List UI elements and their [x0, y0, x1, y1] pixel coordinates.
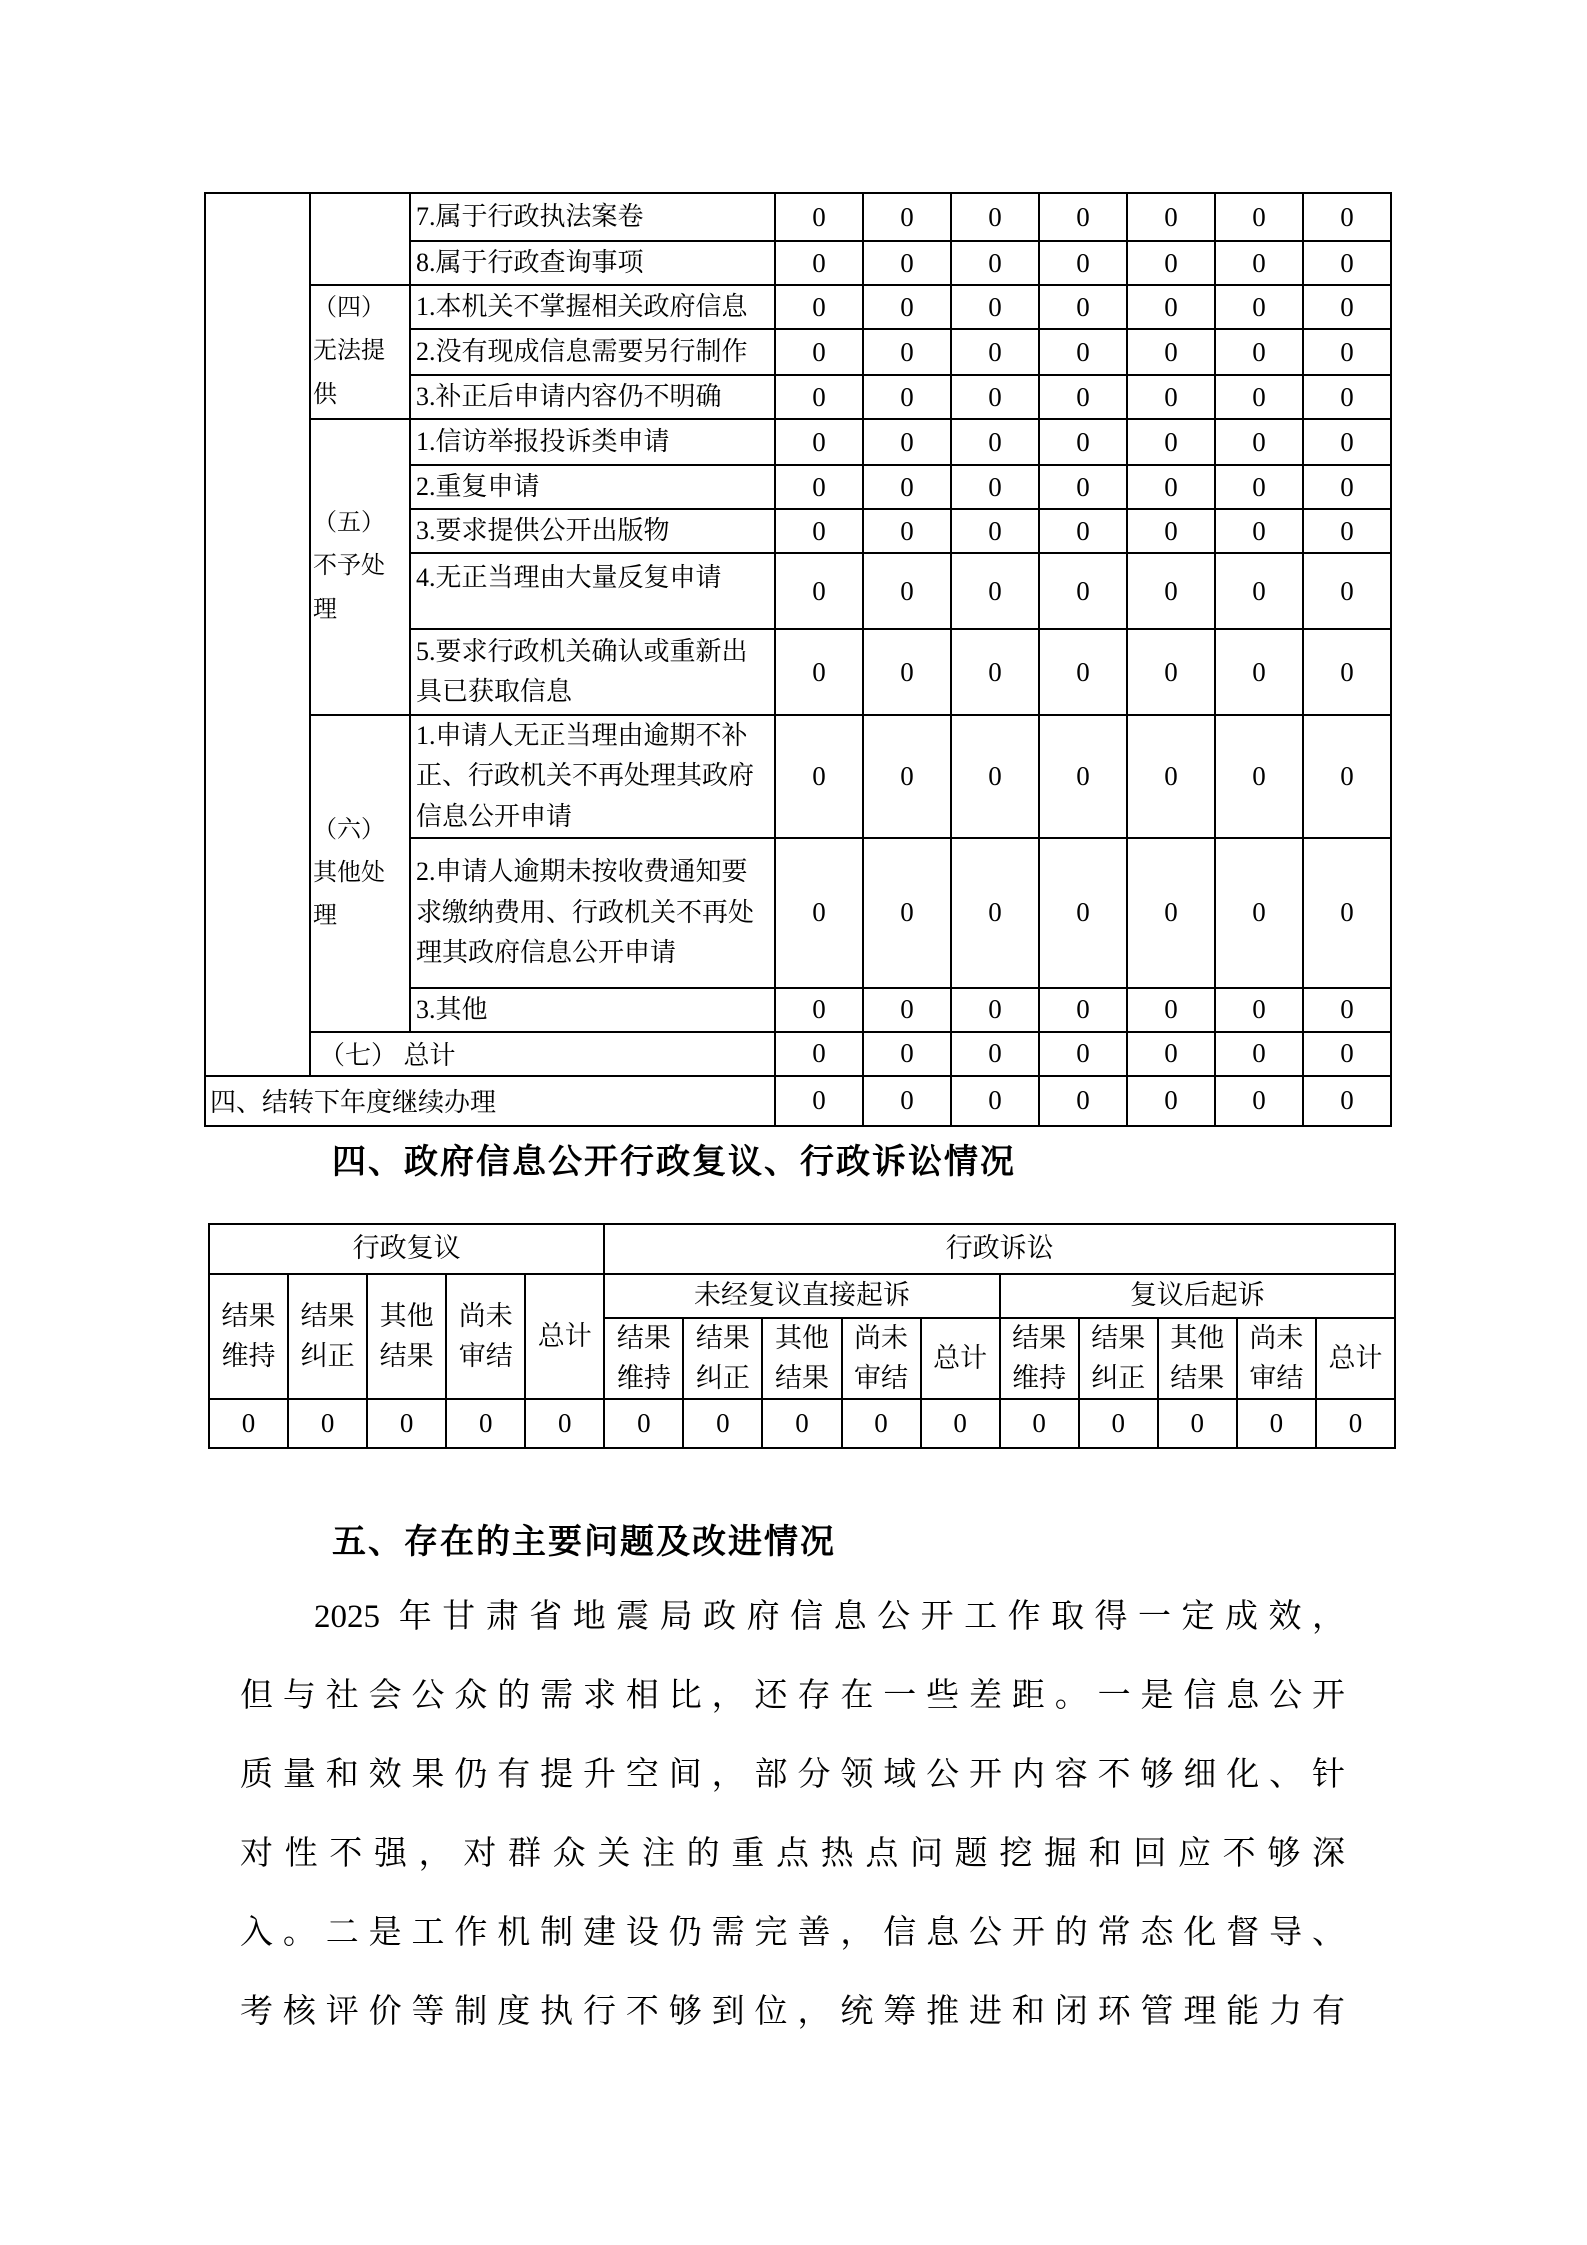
- value-cell: 0: [1303, 1032, 1391, 1076]
- value-cell: 0: [1303, 988, 1391, 1032]
- table-row: [205, 419, 1391, 465]
- column-header-cell: 结果纠正: [1079, 1318, 1158, 1399]
- column-header-cell: 尚未审结: [446, 1274, 525, 1399]
- value-cell: 0: [775, 1076, 863, 1126]
- value-cell: 0: [1303, 465, 1391, 509]
- value-cell: 0: [951, 329, 1039, 375]
- value-cell: 0: [1303, 419, 1391, 465]
- value-cell: 0: [863, 1032, 951, 1076]
- column-header-cell: 结果纠正: [683, 1318, 762, 1399]
- value-cell: 0: [1039, 715, 1127, 838]
- value-cell: 0: [863, 988, 951, 1032]
- value-cell: 0: [1303, 1076, 1391, 1126]
- value-cell: 0: [1039, 285, 1127, 329]
- row-label-cell: 1.申请人无正当理由逾期不补正、行政机关不再处理其政府信息公开申请: [410, 715, 775, 838]
- column-header-cell: 结果维持: [1000, 1318, 1079, 1399]
- value-cell: 0: [1215, 988, 1303, 1032]
- value-cell: 0: [863, 419, 951, 465]
- column-header-cell: 总计: [525, 1274, 604, 1399]
- value-cell: 0: [1127, 419, 1215, 465]
- value-cell: 0: [1215, 465, 1303, 509]
- value-cell: 0: [775, 553, 863, 629]
- value-cell: 0: [951, 1032, 1039, 1076]
- value-cell: 0: [1215, 715, 1303, 838]
- value-cell: 0: [1303, 509, 1391, 553]
- value-cell: 0: [951, 715, 1039, 838]
- value-cell: 0: [951, 375, 1039, 419]
- value-cell: 0: [1000, 1399, 1079, 1448]
- value-cell: 0: [951, 1076, 1039, 1126]
- value-cell: 0: [1039, 838, 1127, 988]
- value-cell: 0: [1215, 1032, 1303, 1076]
- column-header-cell: 其他结果: [762, 1318, 841, 1399]
- value-cell: 0: [951, 241, 1039, 285]
- paragraph-line: 入。二是工作机制建设仍需完善，信息公开的常态化督导、: [240, 1915, 1345, 1951]
- row-label-cell: 8.属于行政查询事项: [410, 241, 775, 285]
- value-cell: 0: [775, 329, 863, 375]
- value-cell: 0: [863, 629, 951, 715]
- value-cell: 0: [921, 1399, 1000, 1448]
- row-label-cell: 四、结转下年度继续办理: [205, 1076, 775, 1126]
- value-cell: 0: [1303, 715, 1391, 838]
- table-row: [205, 715, 1391, 838]
- row-label-cell: 2.申请人逾期未按收费通知要求缴纳费用、行政机关不再处理其政府信息公开申请: [410, 838, 775, 988]
- group-label-cell: （五）不予处理: [310, 419, 410, 715]
- paragraph-line: 质量和效果仍有提升空间，部分领域公开内容不够细化、针: [240, 1757, 1345, 1793]
- value-cell: 0: [863, 553, 951, 629]
- value-cell: 0: [1127, 241, 1215, 285]
- row-label-cell: 2.重复申请: [410, 465, 775, 509]
- value-cell: 0: [863, 838, 951, 988]
- row-label-cell: 3.其他: [410, 988, 775, 1032]
- value-cell: 0: [775, 241, 863, 285]
- value-cell: 0: [775, 193, 863, 241]
- value-cell: 0: [1039, 509, 1127, 553]
- value-cell: 0: [1039, 553, 1127, 629]
- value-cell: 0: [1303, 193, 1391, 241]
- value-cell: 0: [1127, 838, 1215, 988]
- value-cell: 0: [775, 509, 863, 553]
- value-cell: 0: [863, 375, 951, 419]
- table-row: [205, 193, 1391, 241]
- group-label-cell: （四）无法提供: [310, 285, 410, 419]
- value-cell: 0: [1127, 1076, 1215, 1126]
- value-cell: 0: [1303, 375, 1391, 419]
- value-cell: 0: [863, 285, 951, 329]
- value-cell: 0: [951, 838, 1039, 988]
- value-cell: 0: [1039, 465, 1127, 509]
- value-cell: 0: [775, 375, 863, 419]
- value-cell: 0: [1039, 241, 1127, 285]
- table-row: [205, 1076, 1391, 1126]
- value-cell: 0: [863, 193, 951, 241]
- column-header-cell: 结果纠正: [288, 1274, 367, 1399]
- value-cell: 0: [367, 1399, 446, 1448]
- table-row: [209, 1224, 1395, 1274]
- value-cell: 0: [863, 329, 951, 375]
- value-cell: 0: [1079, 1399, 1158, 1448]
- value-cell: 0: [1039, 329, 1127, 375]
- value-cell: 0: [1127, 509, 1215, 553]
- value-cell: 0: [1039, 375, 1127, 419]
- paragraph-line: 考核评价等制度执行不够到位，统筹推进和闭环管理能力有: [240, 1994, 1345, 2030]
- value-cell: 0: [863, 465, 951, 509]
- value-cell: 0: [1215, 285, 1303, 329]
- paragraph-line: 对性不强，对群众关注的重点热点问题挖掘和回应不够深: [240, 1836, 1345, 1872]
- value-cell: 0: [951, 629, 1039, 715]
- value-cell: 0: [1039, 193, 1127, 241]
- table-admin-review-litigation: [208, 1223, 1396, 1449]
- section-heading-5: 五、存在的主要问题及改进情况: [332, 1523, 836, 1561]
- value-cell: 0: [1127, 465, 1215, 509]
- value-cell: 0: [775, 1032, 863, 1076]
- value-cell: 0: [863, 509, 951, 553]
- value-cell: 0: [1316, 1399, 1395, 1448]
- value-cell: 0: [1303, 553, 1391, 629]
- value-cell: 0: [1303, 241, 1391, 285]
- value-cell: 0: [863, 715, 951, 838]
- value-cell: 0: [775, 629, 863, 715]
- report-table-processing-results: [204, 192, 1392, 1127]
- column-header-cell: 结果维持: [604, 1318, 683, 1399]
- value-cell: 0: [1215, 375, 1303, 419]
- row-label-cell: 5.要求行政机关确认或重新出具已获取信息: [410, 629, 775, 715]
- value-cell: 0: [951, 193, 1039, 241]
- value-cell: 0: [1215, 241, 1303, 285]
- value-cell: 0: [1127, 1032, 1215, 1076]
- value-cell: 0: [1127, 715, 1215, 838]
- value-cell: 0: [951, 553, 1039, 629]
- value-cell: 0: [1215, 1076, 1303, 1126]
- value-cell: 0: [1303, 285, 1391, 329]
- value-cell: 0: [1127, 988, 1215, 1032]
- value-cell: 0: [863, 241, 951, 285]
- table-row: [209, 1399, 1395, 1448]
- row-label-cell: 2.没有现成信息需要另行制作: [410, 329, 775, 375]
- empty-cell: [310, 193, 410, 285]
- value-cell: 0: [446, 1399, 525, 1448]
- value-cell: 0: [1303, 629, 1391, 715]
- value-cell: 0: [1237, 1399, 1316, 1448]
- value-cell: 0: [1039, 629, 1127, 715]
- paragraph-line: 2025 年甘肃省地震局政府信息公开工作取得一定成效，: [314, 1599, 1345, 1635]
- value-cell: 0: [1039, 988, 1127, 1032]
- row-label-cell: 1.信访举报投诉类申请: [410, 419, 775, 465]
- value-cell: 0: [1127, 193, 1215, 241]
- row-label-cell: 3.补正后申请内容仍不明确: [410, 375, 775, 419]
- column-header-cell: 其他结果: [367, 1274, 446, 1399]
- value-cell: 0: [951, 465, 1039, 509]
- value-cell: 0: [1215, 329, 1303, 375]
- row-label-cell: （七） 总计: [310, 1032, 775, 1076]
- group-label-cell: （六）其他处理: [310, 715, 410, 1032]
- value-cell: 0: [951, 285, 1039, 329]
- value-cell: 0: [1039, 1032, 1127, 1076]
- value-cell: 0: [683, 1399, 762, 1448]
- value-cell: 0: [1127, 329, 1215, 375]
- table-row: [205, 1032, 1391, 1076]
- row-label-cell: 3.要求提供公开出版物: [410, 509, 775, 553]
- value-cell: 0: [775, 838, 863, 988]
- table-row: [209, 1274, 1395, 1318]
- value-cell: 0: [1215, 193, 1303, 241]
- value-cell: 0: [1039, 419, 1127, 465]
- section-heading-4: 四、政府信息公开行政复议、行政诉讼情况: [332, 1143, 1016, 1181]
- value-cell: 0: [525, 1399, 604, 1448]
- value-cell: 0: [1215, 509, 1303, 553]
- paragraph-line: 但与社会公众的需求相比，还存在一些差距。一是信息公开: [240, 1678, 1345, 1714]
- value-cell: 0: [842, 1399, 921, 1448]
- body-paragraph: [240, 1578, 1345, 2052]
- value-cell: 0: [1127, 553, 1215, 629]
- value-cell: 0: [604, 1399, 683, 1448]
- value-cell: 0: [1127, 285, 1215, 329]
- value-cell: 0: [762, 1399, 841, 1448]
- column-header-cell: 复议后起诉: [1000, 1274, 1395, 1318]
- value-cell: 0: [951, 988, 1039, 1032]
- empty-cell: [205, 193, 310, 1076]
- column-header-cell: 未经复议直接起诉: [604, 1274, 999, 1318]
- value-cell: 0: [775, 285, 863, 329]
- value-cell: 0: [775, 419, 863, 465]
- row-label-cell: 1.本机关不掌握相关政府信息: [410, 285, 775, 329]
- value-cell: 0: [775, 715, 863, 838]
- value-cell: 0: [1215, 838, 1303, 988]
- value-cell: 0: [775, 465, 863, 509]
- column-header-cell: 其他结果: [1158, 1318, 1237, 1399]
- value-cell: 0: [1215, 419, 1303, 465]
- column-header-cell: 尚未审结: [842, 1318, 921, 1399]
- row-label-cell: 4.无正当理由大量反复申请: [410, 553, 775, 629]
- value-cell: 0: [775, 988, 863, 1032]
- column-header-cell: 总计: [921, 1318, 1000, 1399]
- column-header-cell: 行政诉讼: [604, 1224, 1395, 1274]
- value-cell: 0: [1039, 1076, 1127, 1126]
- value-cell: 0: [1215, 629, 1303, 715]
- value-cell: 0: [1158, 1399, 1237, 1448]
- value-cell: 0: [951, 419, 1039, 465]
- value-cell: 0: [288, 1399, 367, 1448]
- column-header-cell: 行政复议: [209, 1224, 604, 1274]
- value-cell: 0: [1303, 329, 1391, 375]
- value-cell: 0: [209, 1399, 288, 1448]
- value-cell: 0: [863, 1076, 951, 1126]
- row-label-cell: 7.属于行政执法案卷: [410, 193, 775, 241]
- value-cell: 0: [1303, 838, 1391, 988]
- column-header-cell: 结果维持: [209, 1274, 288, 1399]
- column-header-cell: 尚未审结: [1237, 1318, 1316, 1399]
- value-cell: 0: [951, 509, 1039, 553]
- column-header-cell: 总计: [1316, 1318, 1395, 1399]
- table-row: [205, 285, 1391, 329]
- value-cell: 0: [1127, 375, 1215, 419]
- value-cell: 0: [1215, 553, 1303, 629]
- value-cell: 0: [1127, 629, 1215, 715]
